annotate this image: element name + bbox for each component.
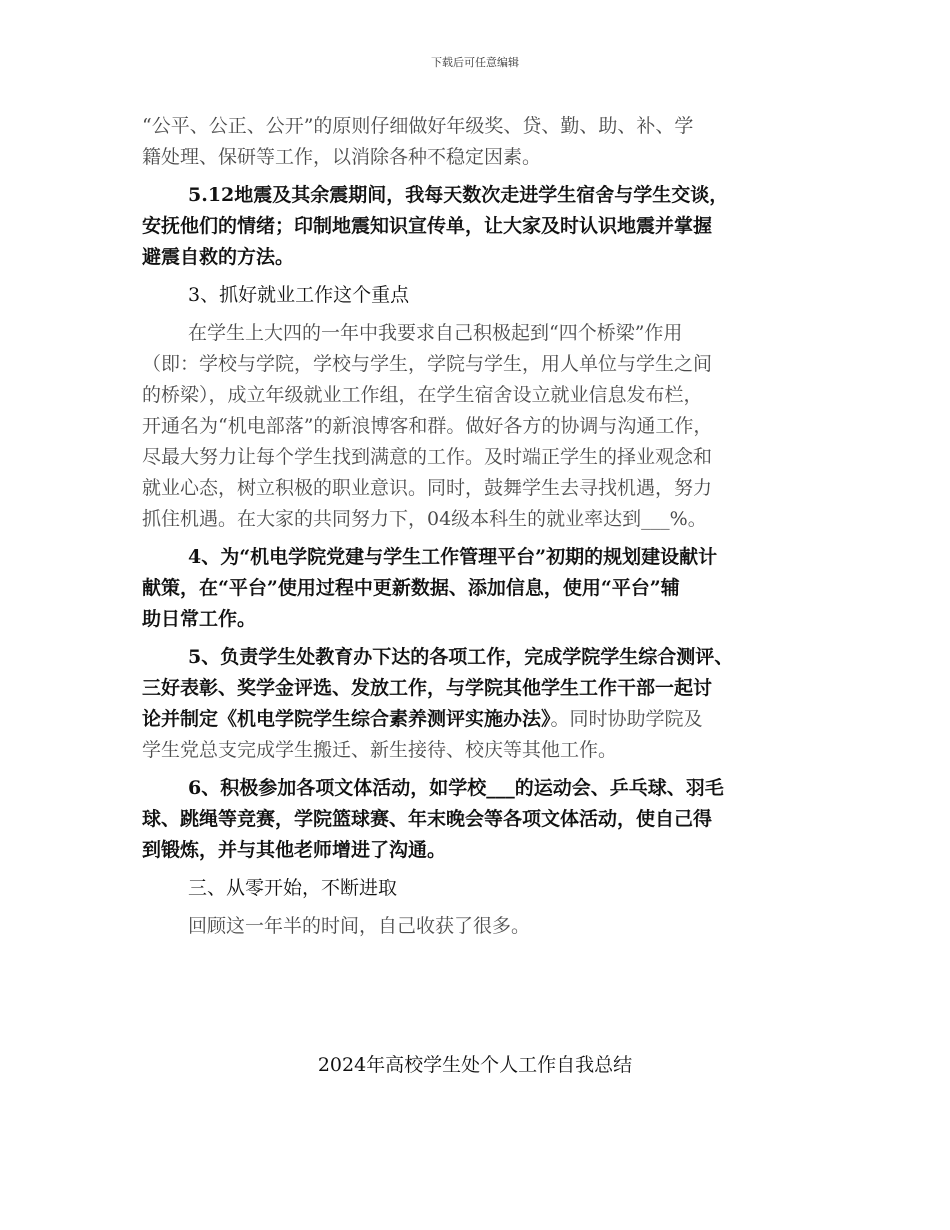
text-line: 3、抓好就业工作这个重点	[188, 284, 410, 306]
paragraph	[142, 180, 822, 273]
paragraph	[142, 111, 822, 173]
text-line: （即：学校与学院，学校与学生，学院与学生，用人单位与学生之间	[142, 353, 713, 375]
page-header: 下载后可任意编辑	[431, 56, 519, 69]
section-heading	[142, 873, 822, 904]
paragraph	[142, 773, 822, 866]
text-line: 开通名为“机电部落”的新浪博客和群。做好各方的协调与沟通工作，	[142, 415, 713, 437]
text-line: 避震自救的方法。	[142, 246, 295, 268]
closing-title: 2024年高校学生处个人工作自我总结	[317, 1054, 633, 1076]
section-heading	[142, 280, 822, 311]
text-line: 球、跳绳等竞赛，学院篮球赛、年末晚会等各项文体活动，使自己得	[142, 808, 713, 830]
text-line: 5、负责学生处教育办下达的各项工作，完成学院学生综合测评、	[188, 646, 734, 668]
text-line: 的桥梁），成立年级就业工作组，在学生宿舍设立就业信息发布栏，	[142, 384, 703, 406]
text-line: 6、积极参加各项文体活动，如学校___的运动会、乒乓球、羽毛	[188, 777, 724, 799]
text-line: 到锻炼，并与其他老师增进了沟通。	[142, 839, 447, 861]
text-line: 学生党总支完成学生搬迁、新生接待、校庆等其他工作。	[142, 739, 618, 761]
text-line: 5.12地震及其余震期间，我每天数次走进学生宿舍与学生交谈，	[188, 184, 729, 206]
document-body	[142, 111, 822, 942]
paragraph	[142, 642, 822, 766]
text-span-bold: 论并制定《机电学院学生综合素养测评实施办法》	[142, 708, 551, 730]
text-line: 三、从零开始，不断进取	[188, 877, 398, 899]
text-line: 4、为“机电学院党建与学生工作管理平台”初期的规划建设献计	[188, 546, 718, 568]
text-line: 助日常工作。	[142, 608, 257, 630]
text-line: 就业心态，树立积极的职业意识。同时，鼓舞学生去寻找机遇，努力	[142, 477, 713, 499]
text-line: 献策，在“平台”使用过程中更新数据、添加信息，使用“平台”辅	[142, 577, 680, 599]
text-span-light: 。同时协助学院及	[550, 708, 703, 730]
text-line: 安抚他们的情绪；印制地震知识宣传单，让大家及时认识地震并掌握	[142, 215, 713, 237]
paragraph	[142, 911, 822, 942]
text-line: “公平、公正、公开”的原则仔细做好年级奖、贷、勤、助、补、学	[142, 115, 694, 137]
text-line: 在学生上大四的一年中我要求自己积极起到“四个桥梁”作用	[188, 322, 683, 344]
text-line: 尽最大努力让每个学生找到满意的工作。及时端正学生的择业观念和	[142, 446, 713, 468]
text-line: 籍处理、保研等工作，以消除各种不稳定因素。	[142, 146, 542, 168]
text-line	[142, 704, 822, 735]
paragraph	[142, 542, 822, 635]
text-line: 回顾这一年半的时间，自己收获了很多。	[188, 915, 531, 937]
text-line: 抓住机遇。在大家的共同努力下，04级本科生的就业率达到___%。	[142, 508, 707, 530]
text-line: 三好表彰、奖学金评选、发放工作，与学院其他学生工作干部一起讨	[142, 677, 713, 699]
paragraph	[142, 318, 822, 535]
